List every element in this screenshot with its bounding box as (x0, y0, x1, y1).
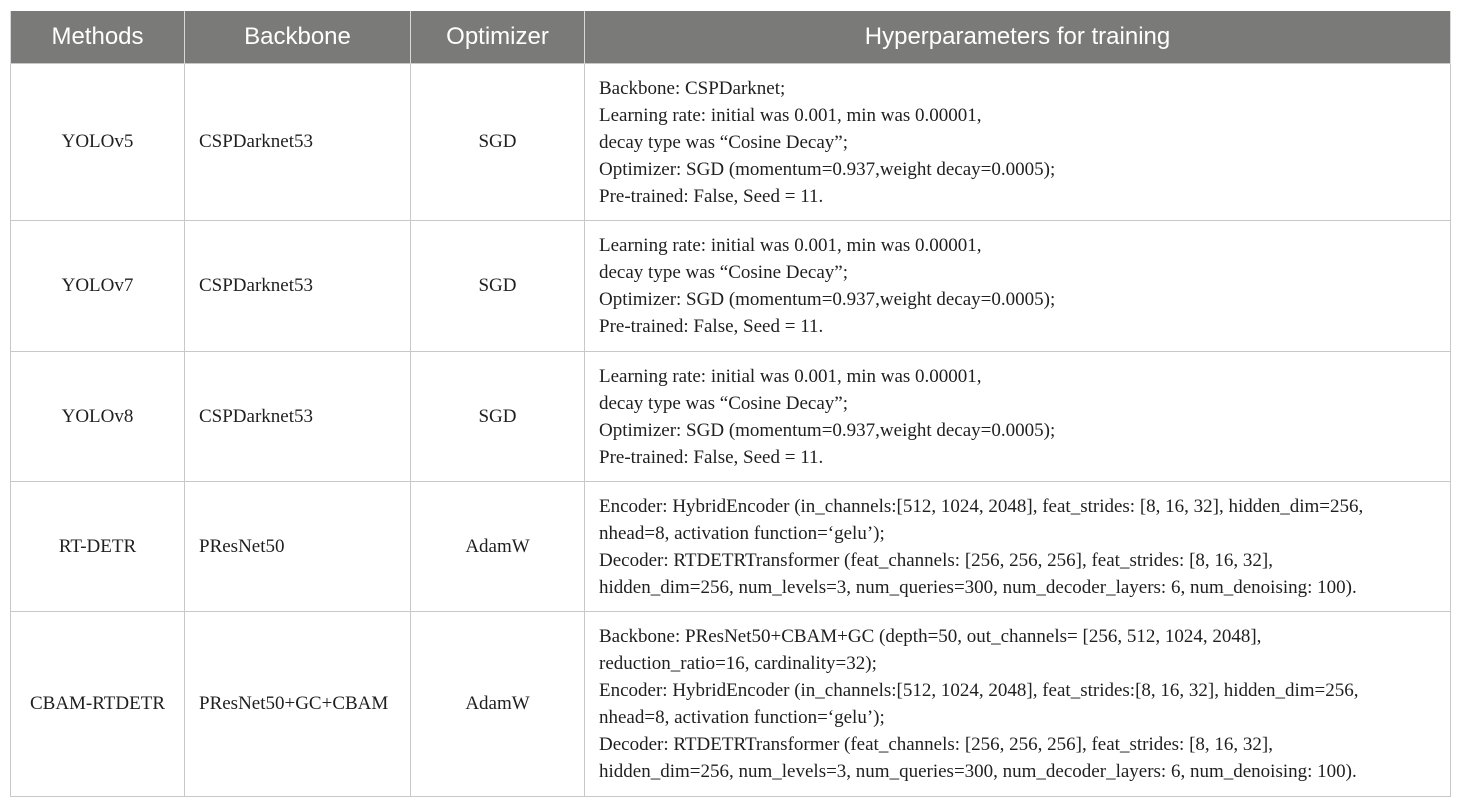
hyperparameter-line: reduction_ratio=16, cardinality=32); (599, 653, 877, 674)
optimizer-cell: SGD (411, 221, 585, 352)
hyperparameter-line: Pre-trained: False, Seed = 11. (599, 185, 824, 207)
optimizer-cell: SGD (411, 352, 585, 482)
method-cell: YOLOv7 (11, 221, 185, 352)
hyperparameter-line: Decoder: RTDETRTransformer (feat_channels: [256, 256, 256], feat_strides: [8, 16, 32], (599, 549, 1273, 571)
optimizer-cell: AdamW (411, 612, 585, 797)
hyperparameter-line: Pre-trained: False, Seed = 11. (599, 446, 824, 468)
header-backbone: Backbone (185, 11, 411, 64)
backbone-cell: PResNet50+GC+CBAM (185, 612, 411, 797)
backbone-cell: CSPDarknet53 (185, 352, 411, 482)
method-cell: YOLOv5 (11, 64, 185, 221)
header-hyperparameters: Hyperparameters for training (585, 11, 1451, 64)
hyperparameter-line: Optimizer: SGD (momentum=0.937,weight decay=0.0005); (599, 419, 1056, 441)
hyperparameters-cell (585, 64, 1451, 221)
hyperparameter-line: Backbone: CSPDarknet; (599, 77, 786, 99)
hyperparameters-cell (585, 221, 1451, 352)
hyperparameter-line: Encoder: HybridEncoder (in_channels:[512, 1024, 2048], feat_strides:[8, 16, 32], hidden_dim=256, (599, 680, 1359, 701)
backbone-cell: PResNet50 (185, 482, 411, 612)
hyperparameters-cell (585, 352, 1451, 482)
hyperparameter-line: decay type was “Cosine Decay”; (599, 392, 849, 414)
table-row (11, 221, 1451, 352)
optimizer-cell: AdamW (411, 482, 585, 612)
hyperparameters-cell (585, 482, 1451, 612)
hyperparameter-line: nhead=8, activation function=‘gelu’); (599, 522, 885, 544)
backbone-cell: CSPDarknet53 (185, 64, 411, 221)
hyperparameters-table (10, 11, 1451, 797)
header-row (11, 11, 1451, 64)
optimizer-cell: SGD (411, 64, 585, 221)
hyperparameter-line: Optimizer: SGD (momentum=0.937,weight decay=0.0005); (599, 289, 1056, 310)
header-optimizer: Optimizer (411, 11, 585, 64)
table-row (11, 64, 1451, 221)
hyperparameter-line: Backbone: PResNet50+CBAM+GC (depth=50, out_channels= [256, 512, 1024, 2048], (599, 626, 1262, 647)
hyperparameter-line: Pre-trained: False, Seed = 11. (599, 316, 824, 337)
hyperparameter-line: decay type was “Cosine Decay”; (599, 262, 849, 283)
hyperparameter-line: Encoder: HybridEncoder (in_channels:[512, 1024, 2048], feat_strides: [8, 16, 32], hidden_dim=256, (599, 495, 1364, 517)
hyperparameter-line: Learning rate: initial was 0.001, min was 0.00001, (599, 235, 982, 256)
method-cell: YOLOv8 (11, 352, 185, 482)
method-cell: RT-DETR (11, 482, 185, 612)
hyperparameter-line: hidden_dim=256, num_levels=3, num_queries=300, num_decoder_layers: 6, num_denoising: 100). (599, 576, 1357, 598)
method-cell: CBAM-RTDETR (11, 612, 185, 797)
table-row (11, 612, 1451, 797)
table-row (11, 482, 1451, 612)
hyperparameter-line: Learning rate: initial was 0.001, min was 0.00001, (599, 365, 982, 387)
hyperparameter-line: nhead=8, activation function=‘gelu’); (599, 707, 885, 728)
table-row (11, 352, 1451, 482)
hyperparameter-line: Optimizer: SGD (momentum=0.937,weight decay=0.0005); (599, 158, 1056, 180)
header-methods: Methods (11, 11, 185, 64)
hyperparameter-line: Decoder: RTDETRTransformer (feat_channels: [256, 256, 256], feat_strides: [8, 16, 32], (599, 734, 1273, 755)
hyperparameter-line: hidden_dim=256, num_levels=3, num_queries=300, num_decoder_layers: 6, num_denoising: 100). (599, 761, 1357, 782)
hyperparameter-line: decay type was “Cosine Decay”; (599, 131, 849, 153)
backbone-cell: CSPDarknet53 (185, 221, 411, 352)
hyperparameter-line: Learning rate: initial was 0.001, min was 0.00001, (599, 104, 982, 126)
hyperparameters-cell (585, 612, 1451, 797)
